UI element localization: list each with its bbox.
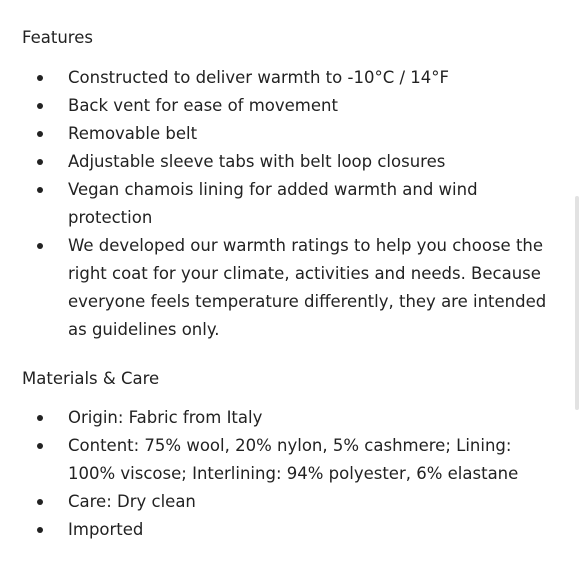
- bullet-icon: [37, 187, 43, 193]
- materials-list-item: [0, 516, 558, 544]
- materials-item-text: Imported: [68, 520, 144, 539]
- features-list-item: [0, 232, 558, 344]
- materials-item-text: Origin: Fabric from Italy: [68, 408, 263, 427]
- features-item-text: Adjustable sleeve tabs with belt loop closures: [68, 152, 446, 171]
- features-item-text: We developed our warmth ratings to help you choose the right coat for your climate, activities and needs. Because everyone feels temperature differently, they are intended as guidelines only.: [68, 236, 547, 339]
- bullet-icon: [37, 103, 43, 109]
- features-item-text: Constructed to deliver warmth to -10°C / 14°F: [68, 68, 449, 87]
- features-list-item: [0, 148, 558, 176]
- features-item-text: Removable belt: [68, 124, 198, 143]
- features-list: [0, 64, 558, 344]
- materials-list-item: [0, 432, 558, 488]
- scrollbar[interactable]: [572, 0, 580, 580]
- bullet-icon: [37, 243, 43, 249]
- materials-list-item: [0, 488, 558, 516]
- features-item-text: Back vent for ease of movement: [68, 96, 338, 115]
- scrollbar-thumb[interactable]: [575, 196, 579, 410]
- features-list-item: [0, 176, 558, 232]
- features-list-item: [0, 64, 558, 92]
- bullet-icon: [37, 159, 43, 165]
- features-heading: Features: [22, 28, 93, 47]
- features-list-item: [0, 92, 558, 120]
- features-item-text: Vegan chamois lining for added warmth and wind protection: [68, 180, 478, 227]
- bullet-icon: [37, 415, 43, 421]
- materials-item-text: Care: Dry clean: [68, 492, 196, 511]
- materials-care-heading: Materials & Care: [22, 369, 160, 388]
- bullet-icon: [37, 131, 43, 137]
- materials-list-item: [0, 404, 558, 432]
- bullet-icon: [37, 499, 43, 505]
- bullet-icon: [37, 527, 43, 533]
- bullet-icon: [37, 75, 43, 81]
- features-list-item: [0, 120, 558, 148]
- materials-item-text: Content: 75% wool, 20% nylon, 5% cashmere; Lining: 100% viscose; Interlining: 94% polyester, 6% elastane: [68, 436, 519, 483]
- bullet-icon: [37, 443, 43, 449]
- materials-care-list: [0, 404, 558, 544]
